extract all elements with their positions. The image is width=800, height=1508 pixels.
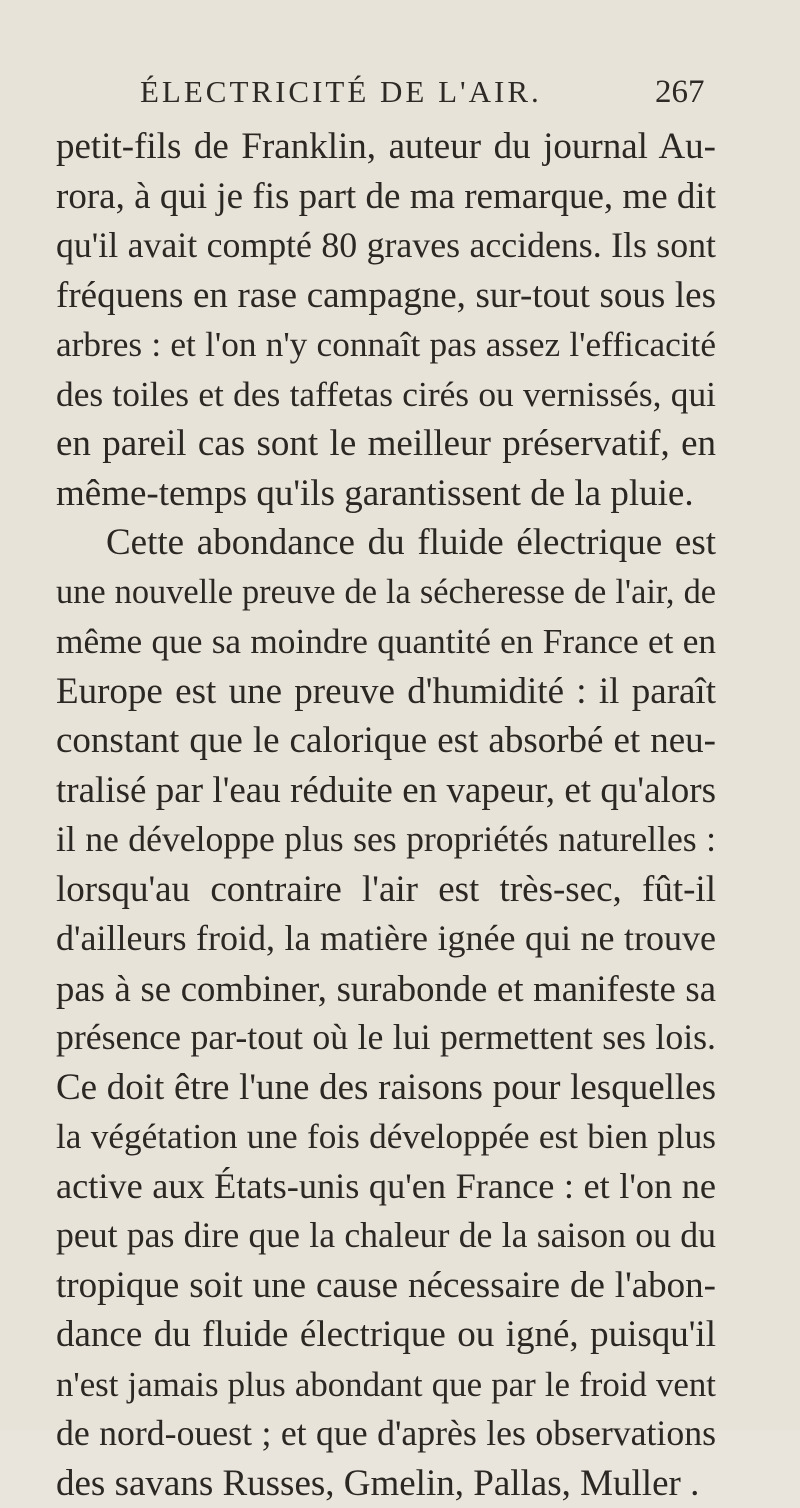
text-line: d'ailleurs froid, la matière ignée qui ne trouve	[56, 914, 716, 964]
text-line: des savans Russes, Gmelin, Pallas, Muller .	[56, 1459, 716, 1508]
text-line: même que sa moindre quantité en France et en	[56, 617, 716, 667]
text-line: tropique soit une cause nécessaire de l'abon-	[56, 1261, 716, 1311]
text-line: rora, à qui je fis part de ma remarque, me dit	[56, 172, 716, 222]
text-line: de nord-ouest ; et que d'après les observations	[56, 1409, 716, 1459]
text-line: tralisé par l'eau réduite en vapeur, et qu'alors	[56, 766, 716, 816]
text-line: Ce doit être l'une des raisons pour lesquelles	[56, 1063, 716, 1113]
page-number: 267	[655, 74, 705, 111]
paragraph-start-line: Cette abondance du fluide électrique est	[56, 518, 716, 568]
text-line: Europe est une preuve d'humidité : il paraît	[56, 667, 716, 717]
text-line: active aux États-unis qu'en France : et l'on ne	[56, 1162, 716, 1212]
text-line: une nouvelle preuve de la sécheresse de l'air, de	[56, 568, 716, 618]
text-line: pas à se combiner, surabonde et manifeste sa	[56, 964, 716, 1014]
text-line: petit-fils de Franklin, auteur du journal Au-	[56, 122, 716, 172]
text-line: fréquens en rase campagne, sur-tout sous les	[56, 271, 716, 321]
text-line: présence par-tout où le lui permettent ses lois.	[56, 1013, 716, 1063]
body-text	[56, 122, 716, 1508]
text-line: dance du fluide électrique ou igné, puisqu'il	[56, 1310, 716, 1360]
text-line: peut pas dire que la chaleur de la saison ou du	[56, 1211, 716, 1261]
paragraph-end-line: même-temps qu'ils garantissent de la pluie.	[56, 469, 716, 519]
text-line: la végétation une fois développée est bien plus	[56, 1112, 716, 1162]
text-line: qu'il avait compté 80 graves accidens. Ils sont	[56, 221, 716, 271]
running-title: ÉLECTRICITÉ DE L'AIR.	[140, 74, 542, 110]
text-line: en pareil cas sont le meilleur préservatif, en	[56, 419, 716, 469]
text-line: il ne développe plus ses propriétés naturelles :	[56, 815, 716, 865]
text-line: lorsqu'au contraire l'air est très-sec, fût-il	[56, 865, 716, 915]
text-line: arbres : et l'on n'y connaît pas assez l'efficacité	[56, 320, 716, 370]
text-line: n'est jamais plus abondant que par le froid vent	[56, 1360, 716, 1410]
text-line: des toiles et des taffetas cirés ou vernissés, qui	[56, 370, 716, 420]
running-head	[0, 74, 800, 114]
text-line: constant que le calorique est absorbé et neu-	[56, 716, 716, 766]
